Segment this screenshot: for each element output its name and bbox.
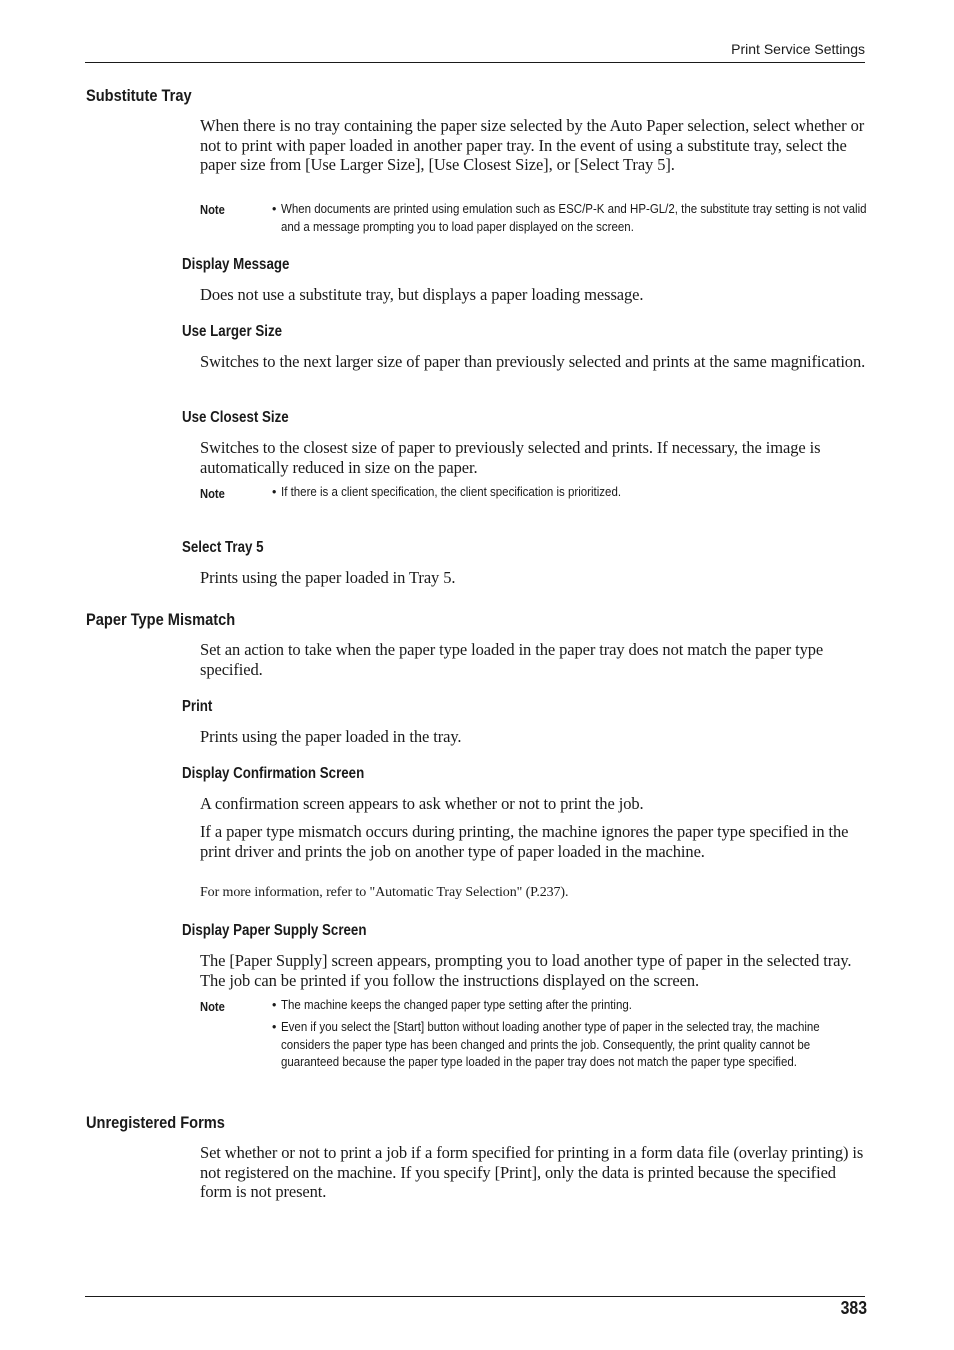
paragraph-confirmation-2: If a paper type mismatch occurs during printing, the machine ignores the paper type specified in the print driver and prints the job on another type of paper loaded in the machine. <box>200 822 849 861</box>
note-text: When documents are printed using emulation such as ESC/P-K and HP-GL/2, the substitute tray setting is not valid and a message prompting you to load paper displayed on the screen. <box>281 202 867 234</box>
note-text: Even if you select the [Start] button without loading another type of paper in the selected tray, the machine considers the paper type has been changed and prints the job. Consequently, the print quality cannot be guaranteed because the paper type loaded in the paper tray does not match the paper type specified. <box>281 1020 820 1069</box>
bullet: • <box>272 998 277 1012</box>
paragraph-paper-type-mismatch: Set an action to take when the paper type loaded in the paper tray does not match the paper type specified. <box>200 640 824 679</box>
header-rule <box>85 62 865 63</box>
heading-display-confirmation-screen: Display Confirmation Screen <box>182 765 365 782</box>
heading-substitute-tray: Substitute Tray <box>86 86 192 105</box>
heading-display-paper-supply-screen: Display Paper Supply Screen <box>182 922 367 939</box>
paragraph-unregistered-forms: Set whether or not to print a job if a form specified for printing in a form data file (overlay printing) is not registered on the machine. If you specify [Print], only the data is printed because the specified form is not present. <box>200 1143 864 1201</box>
note-item <box>272 484 872 502</box>
note-label: Note <box>200 202 225 217</box>
bullet: • <box>272 202 277 216</box>
footer-rule <box>85 1296 865 1297</box>
paragraph-use-closest-size: Switches to the closest size of paper to previously selected and prints. If necessary, the image is automatically reduced in size on the paper. <box>200 438 821 477</box>
paragraph-confirmation-1: A confirmation screen appears to ask whether or not to print the job. <box>200 794 644 813</box>
note-label: Note <box>200 486 225 501</box>
running-header: Print Service Settings <box>731 41 865 57</box>
note-item <box>272 997 872 1015</box>
heading-paper-type-mismatch: Paper Type Mismatch <box>86 610 236 629</box>
paragraph-substitute-tray: When there is no tray containing the paper size selected by the Auto Paper selection, select whether or not to print with paper loaded in another paper tray. In the event of using a substitute tray, select the paper size from [Use Larger Size], [Use Closest Size], or [Select Tray 5]. <box>200 116 865 174</box>
cross-reference: For more information, refer to "Automatic Tray Selection" (P.237). <box>200 885 569 900</box>
heading-print: Print <box>182 698 213 715</box>
note-text: If there is a client specification, the client specification is prioritized. <box>281 485 622 499</box>
paragraph-display-message: Does not use a substitute tray, but displays a paper loading message. <box>200 285 644 304</box>
heading-select-tray-5: Select Tray 5 <box>182 539 264 556</box>
note-text: The machine keeps the changed paper type setting after the printing. <box>281 998 632 1012</box>
heading-display-message: Display Message <box>182 256 290 273</box>
note-item <box>272 1019 872 1072</box>
heading-use-closest-size: Use Closest Size <box>182 409 289 426</box>
heading-use-larger-size: Use Larger Size <box>182 323 283 340</box>
page-number: 383 <box>840 1298 867 1318</box>
paragraph-paper-supply: The [Paper Supply] screen appears, prompting you to load another type of paper in the selected tray. The job can be printed if you follow the instructions displayed on the screen. <box>200 951 852 990</box>
paragraph-use-larger-size: Switches to the next larger size of paper than previously selected and prints at the same magnification. <box>200 352 866 371</box>
bullet: • <box>272 1020 277 1034</box>
heading-unregistered-forms: Unregistered Forms <box>86 1113 225 1132</box>
note-label: Note <box>200 999 225 1014</box>
paragraph-print: Prints using the paper loaded in the tray. <box>200 727 462 746</box>
bullet: • <box>272 485 277 499</box>
note-item <box>272 201 872 236</box>
paragraph-select-tray-5: Prints using the paper loaded in Tray 5. <box>200 568 456 587</box>
